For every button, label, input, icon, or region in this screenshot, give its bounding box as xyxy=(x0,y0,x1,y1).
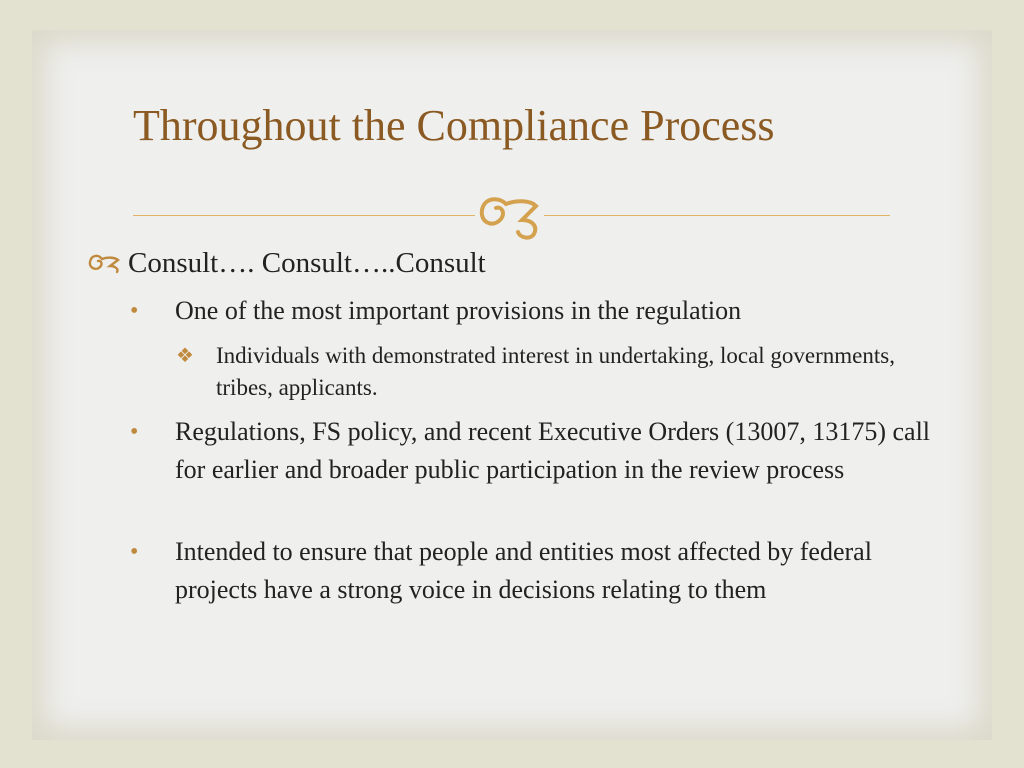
bullet-level2-a-text: One of the most important provisions in the regulation xyxy=(175,296,742,325)
bullet-level1-text: Consult…. Consult…..Consult xyxy=(128,247,486,279)
bullet-level1 xyxy=(88,243,948,285)
bullet-dot-icon: • xyxy=(130,419,139,445)
title-divider-right xyxy=(544,215,890,216)
bullet-dot-icon: • xyxy=(130,298,139,324)
slide-title: Throughout the Compliance Process xyxy=(133,101,775,150)
title-divider-left xyxy=(133,215,475,216)
diamond-bullet-icon: ❖ xyxy=(176,345,194,367)
curly-swirl-icon xyxy=(476,190,544,240)
bullet-level2-c-text: Intended to ensure that people and entities most affected by federal projects have a strong voice in decisions relating to them xyxy=(175,537,872,604)
bullet-dot-icon: • xyxy=(130,539,139,565)
bullet-level3-a-text: Individuals with demonstrated interest in undertaking, local governments, tribes, applicants. xyxy=(216,343,895,400)
curly-bullet-icon xyxy=(88,245,128,285)
bullet-level2-b-text: Regulations, FS policy, and recent Executive Orders (13007, 13175) call for earlier and broader public participation in the review process xyxy=(175,417,931,484)
